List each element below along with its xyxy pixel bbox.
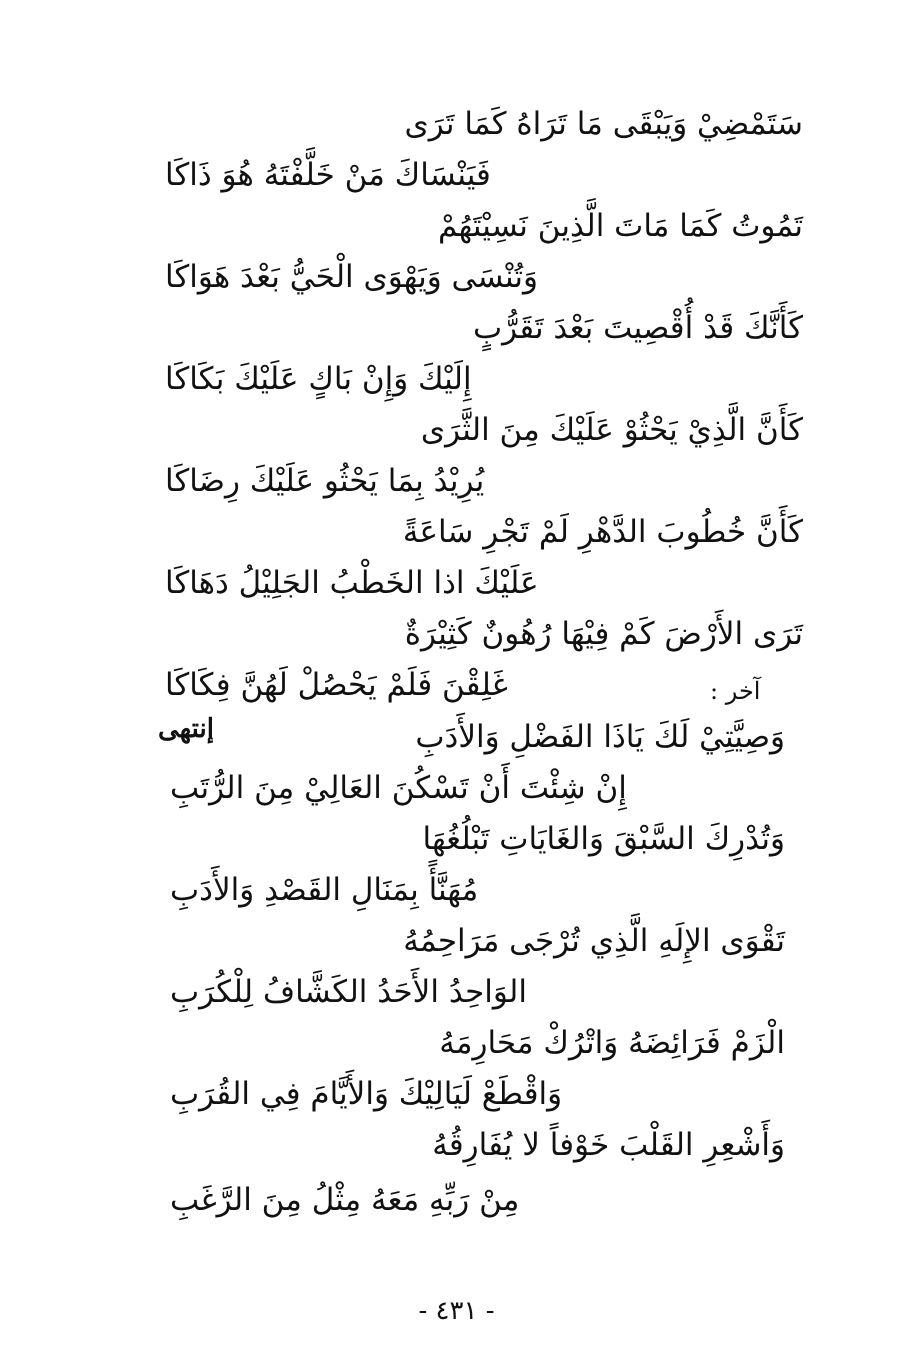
poem1-line-12: غَلِقْنَ فَلَمْ يَحْصُلْ لَهُنَّ فِكَاكَا <box>165 667 508 703</box>
poem2-line-2: إِنْ شِئْتَ أَنْ تَسْكُنَ العَالِيْ مِنَ الرُّتَبِ <box>170 770 627 806</box>
poem2-line-8: وَاقْطَعْ لَيَالِيْكَ وَالأَيَّامَ فِي القُرَبِ <box>170 1076 563 1112</box>
poem1-line-2: فَيَنْسَاكَ مَنْ خَلَّفْتَهُ هُوَ ذَاكَا <box>165 157 491 193</box>
next-poem-label: آخر : <box>710 677 761 705</box>
poem2-line-3: وَتُدْرِكَ السَّبْقَ وَالغَايَاتِ تَبْلُغُهَا <box>422 821 785 857</box>
poem2-line-4: مُهَنَّأً بِمَنَالِ القَصْدِ وَالأَدَبِ <box>170 872 479 908</box>
poem1-line-1: سَتَمْضِيْ وَيَبْقَى مَا تَرَاهُ كَمَا تَرَى <box>404 106 803 142</box>
poem1-line-3: تَمُوتُ كَمَا مَاتَ الَّذِينَ نَسِيْتَهُمْ <box>438 208 803 244</box>
poem2-line-9: وَأَشْعِرِ القَلْبَ خَوْفاً لا يُفَارِقُهُ <box>432 1127 785 1163</box>
poem1-line-9: كَأَنَّ خُطُوبَ الدَّهْرِ لَمْ تَجْرِ سَاعَةً <box>402 514 803 550</box>
poem1-line-6: إِلَيْكَ وَإِنْ بَاكٍ عَلَيْكَ بَكَاكَا <box>165 361 472 397</box>
poem2-line-5: تَقْوَى الإِلَهِ الَّذِي تُرْجَى مَرَاحِمُهُ <box>403 923 785 959</box>
poem1-line-5: كَأَنَّكَ قَدْ أُقْصِيتَ بَعْدَ تَقَرُّبٍ <box>472 310 803 346</box>
poem2-line-7: الْزَمْ فَرَائِضَهُ وَاتْرُكْ مَحَارِمَهُ <box>439 1025 785 1061</box>
poem1-line-10: عَلَيْكَ اذا الخَطْبُ الجَلِيْلُ دَهَاكَا <box>165 565 539 601</box>
poem2-line-1: وَصِيَّتِيْ لَكَ يَاذَا الفَضْلِ وَالأَدَبِ <box>415 719 785 755</box>
poem1-line-8: يُرِيْدُ بِمَا يَحْثُو عَلَيْكَ رِضَاكَا <box>165 463 485 499</box>
poem1-line-4: وَتُنْسَى وَيَهْوَى الْحَيُّ بَعْدَ هَوَاكَا <box>165 259 538 295</box>
page-number: - ٤٣١ - <box>418 1296 495 1326</box>
end-marker: إنتهى <box>158 714 214 744</box>
poem1-line-11: تَرَى الأَرْضَ كَمْ فِيْهَا رُهُونٌ كَثِيْرَةٌ <box>404 616 803 652</box>
poem2-line-6: الوَاحِدُ الأَحَدُ الكَشَّافُ لِلْكُرَبِ <box>170 974 527 1010</box>
poem2-line-10: مِنْ رَبِّهِ مَعَهُ مِثْلُ مِنَ الرَّغَبِ <box>170 1182 520 1218</box>
poem1-line-7: كَأَنَّ الَّذِيْ يَحْثُوْ عَلَيْكَ مِنَ الثَّرَى <box>420 412 803 448</box>
